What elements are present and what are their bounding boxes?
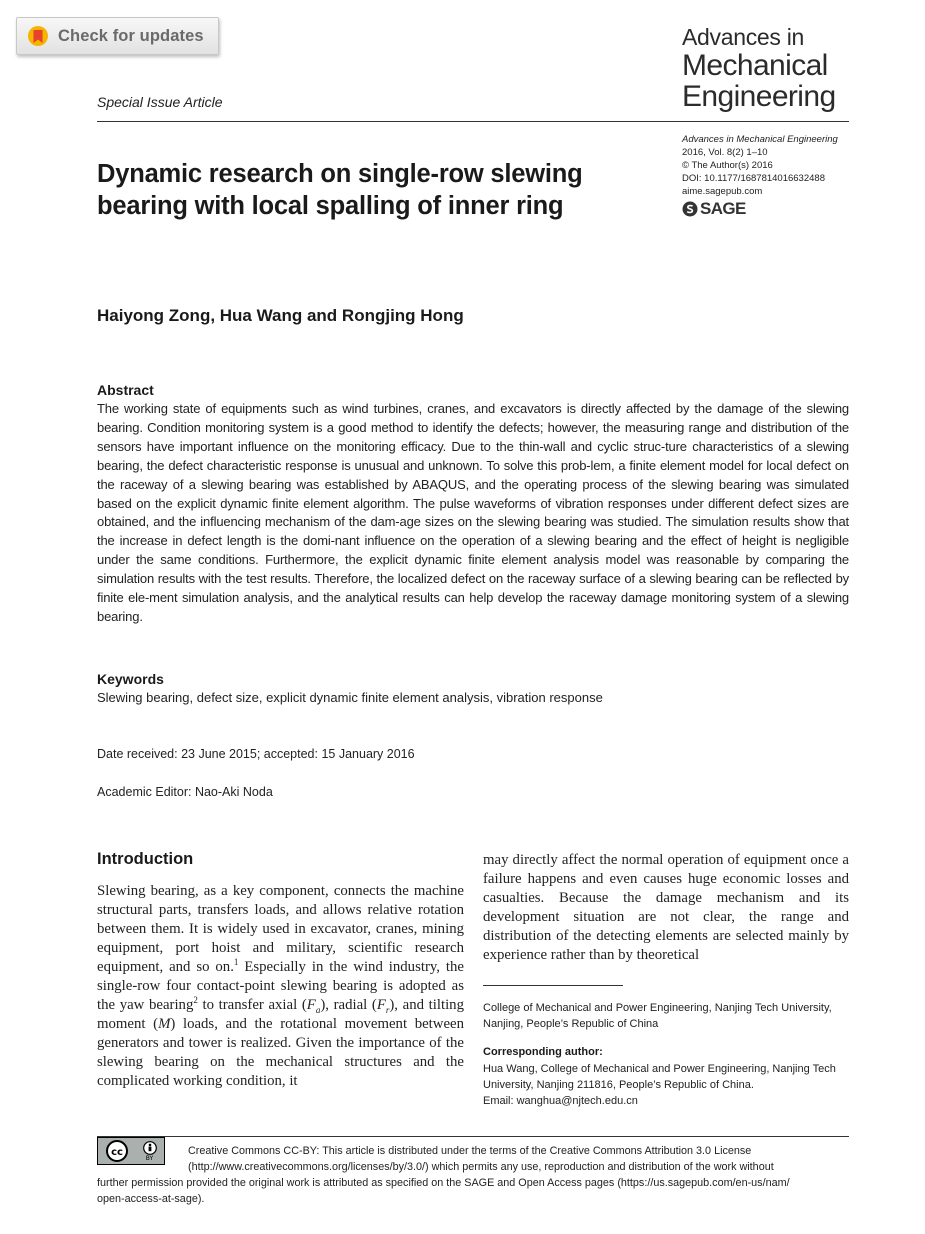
check-for-updates-label: Check for updates [58, 26, 204, 45]
journal-logo-line1: Advances in [682, 24, 804, 50]
sage-logo [682, 200, 746, 218]
header-divider [97, 121, 849, 122]
journal-logo [682, 24, 882, 112]
author-list: Haiyong Zong, Hua Wang and Rongjing Hong [97, 306, 464, 325]
abstract-heading: Abstract [97, 382, 154, 398]
journal-logo-line2: Mechanical [682, 49, 828, 82]
introduction-left-column [97, 882, 464, 1091]
subscript-r: r [385, 1004, 390, 1015]
intro-text-6: ) loads, and the rotational movement between generators and tower is realized. Given the importance of the slewing bearing on the mechanical structures and the complicated working condition, it [97, 1016, 464, 1089]
pub-journal-name: Advances in Mechanical Engineering [682, 134, 838, 145]
abstract-text: The working state of equipments such as wind turbines, cranes, and excavators is directly affected by the damage of the slewing bearing. Condition monitoring system is a good method to identify the defects; however, the measuring range and distribution of the sensors have important influence on the monitoring efficacy. Due to the thin-wall and cyclic struc-ture characteristics of a slewing bearing, the defect characteristic response is unusual and unknown. To solve this prob-lem, a finite element model for local defect on the raceway of a slewing bearing was established by ABAQUS, and the operating process of the slewing bearing was simulated based on the explicit dynamic finite element algorithm. The pulse waveforms of vibration responses under different defect sizes are obtained, and the influencing mechanism of the dam-age sizes on the slewing bearing was studied. The simulation results show that the increase in defect length is the domi-nant influence on the operation of a slewing bearing and the effect of height is negligible under the same conditions. Furthermore, the explicit dynamic finite element analysis model was reasonable by comparing the simulation results with the test results. Therefore, the localized defect on the raceway surface of a slewing bearing can be reflected by finite ele-ment simulation analysis, and the analytical results can help develop the raceway damage monitoring system of a slewing bearing. [97, 401, 849, 624]
citation-ref-1[interactable]: 1 [233, 957, 239, 968]
introduction-right-column: may directly affect the normal operation of equipment once a failure happens and even causes huge economic losses and casualties. Because the damage mechanism and its development situation are not clear, the range and distribution of the detecting elements are selected mainly by experience rather than by theoretical [483, 852, 849, 963]
corresponding-author-heading: Corresponding author: [483, 1046, 603, 1058]
intro-text-5: ), and tilting moment ( [97, 997, 464, 1032]
intro-text-2: Especially in the wind industry, the single-row four contact-point slewing bearing is adopted as the yaw bearing [97, 959, 464, 1013]
symbol-f-radial: F [376, 997, 386, 1013]
publication-info [682, 133, 882, 198]
pub-copyright: © The Author(s) 2016 [682, 160, 773, 171]
cc-by-text: BY [145, 1154, 154, 1162]
subscript-a: a [315, 1004, 321, 1015]
sage-wordmark: SAGE [700, 199, 746, 218]
corresponding-author-address: Hua Wang, College of Mechanical and Power Engineering, Nanjing Tech University, Nanjing 211816, People’s Republic of China. [483, 1063, 836, 1091]
footer-divider [97, 1136, 849, 1137]
pub-doi[interactable]: DOI: 10.1177/1687814016632488 [682, 173, 825, 184]
check-for-updates-button[interactable] [16, 17, 219, 55]
affiliation: College of Mechanical and Power Engineering, Nanjing Tech University, Nanjing, People’s Republic of China [483, 1002, 832, 1030]
journal-logo-line3: Engineering [682, 80, 836, 113]
corresponding-author-details [483, 1061, 849, 1109]
license-line-2: (http://www.creativecommons.org/licenses/by/3.0/) which permits any use, reproduction and distribution of the work without [188, 1161, 774, 1173]
license-text [97, 1143, 849, 1207]
article-title: Dynamic research on single-row slewing bearing with local spalling of inner ring [97, 160, 583, 220]
intro-text-1: Slewing bearing, as a key component, connects the machine structural parts, transfers loads, and allows relative rotation between them. It is widely used in excavator, cranes, mining equipment, port hoist and military, scientific research equipment, and so on. [97, 883, 464, 975]
svg-text:cc: cc [110, 1147, 123, 1158]
license-line-3: further permission provided the original work is attributed as specified on the SAGE and Open Access pages (https://us.sagepub.com/en-us/nam/ [97, 1177, 790, 1189]
corresponding-author-email[interactable]: Email: wanghua@njtech.edu.cn [483, 1095, 638, 1107]
license-line-1: Creative Commons CC-BY: This article is distributed under the terms of the Creative Commons Attribution 3.0 License [188, 1145, 752, 1157]
keywords-text: Slewing bearing, defect size, explicit dynamic finite element analysis, vibration response [97, 690, 603, 705]
symbol-f-axial: F [306, 997, 316, 1013]
intro-text-4: ), radial ( [320, 997, 377, 1013]
pub-volume: 2016, Vol. 8(2) 1–10 [682, 147, 768, 158]
citation-ref-2[interactable]: 2 [193, 995, 198, 1006]
footnote-divider [483, 985, 623, 986]
article-type: Special Issue Article [97, 94, 223, 110]
keywords-heading: Keywords [97, 671, 164, 687]
pub-site[interactable]: aime.sagepub.com [682, 186, 763, 197]
academic-editor: Academic Editor: Nao-Aki Noda [97, 785, 273, 799]
symbol-m: M [158, 1016, 171, 1032]
intro-text-3: to transfer axial ( [197, 997, 307, 1013]
dates-received: Date received: 23 June 2015; accepted: 15 January 2016 [97, 747, 415, 761]
sage-s-icon [682, 201, 698, 217]
introduction-heading: Introduction [97, 850, 194, 868]
license-line-4: open-access-at-sage). [97, 1193, 205, 1205]
bookmark-badge-icon [27, 25, 49, 47]
